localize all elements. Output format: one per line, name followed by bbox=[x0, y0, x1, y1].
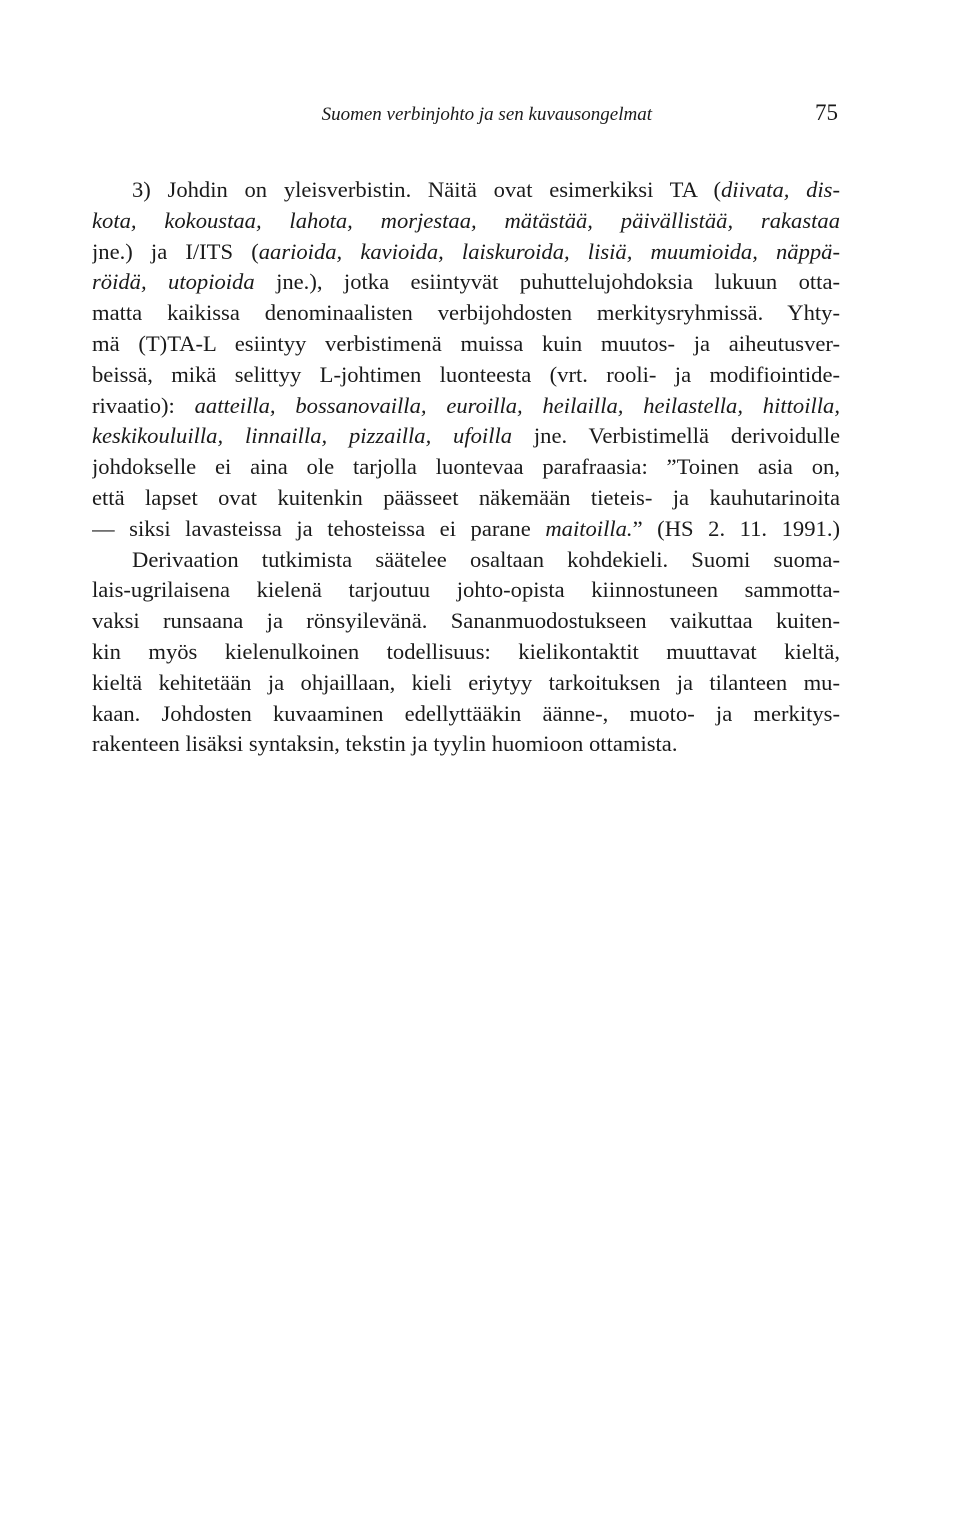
text-line: rakenteen lisäksi syntaksin, tekstin ja tyylin huomioon ottamista. bbox=[92, 731, 678, 757]
text-line: johdokselle ei aina ole tarjolla luontevaa parafraasia: ”Toinen asia on, bbox=[92, 454, 840, 480]
text-line: rivaatio): aatteilla, bossanovailla, euroilla, heilailla, heilastella, hittoilla, bbox=[92, 392, 840, 418]
text-line: matta kaikissa denominaalisten verbijohdosten merkitysryhmissä. Yhty- bbox=[92, 300, 840, 326]
text-line: kin myös kielenulkoinen todellisuus: kielikontaktit muuttavat kieltä, bbox=[92, 638, 840, 664]
text-line: kota, kokoustaa, lahota, morjestaa, mätästää, päivällistää, rakastaa bbox=[92, 207, 840, 233]
running-head-title: Suomen verbinjohto ja sen kuvausongelmat bbox=[321, 104, 652, 125]
text-line: — siksi lavasteissa ja tehosteissa ei parane maitoilla.” (HS 2. 11. 1991.) bbox=[92, 515, 840, 541]
page-number: 75 bbox=[815, 100, 838, 125]
text-line: 3) Johdin on yleisverbistin. Näitä ovat esimerkiksi TA (diivata, dis- bbox=[132, 177, 840, 202]
text-line: jne.) ja I/ITS (aarioida, kavioida, laiskuroida, lisiä, muumioida, näppä- bbox=[92, 238, 840, 264]
text-line: kaan. Johdosten kuvaaminen edellyttääkin äänne-, muoto- ja merkitys- bbox=[92, 700, 840, 726]
text-line: kieltä kehitetään ja ohjaillaan, kieli eriytyy tarkoituksen ja tilanteen mu- bbox=[92, 669, 840, 695]
text-line: vaksi runsaana ja rönsyilevänä. Sananmuodostukseen vaikuttaa kuiten- bbox=[92, 608, 840, 634]
text-line: beissä, mikä selittyy L-johtimen luonteesta (vrt. rooli- ja modifiointide- bbox=[92, 361, 840, 387]
running-head bbox=[92, 100, 840, 130]
book-page bbox=[92, 0, 840, 1535]
text-line: keskikouluilla, linnailla, pizzailla, ufoilla jne. Verbistimellä derivoidulle bbox=[92, 423, 840, 449]
text-line: Derivaation tutkimista säätelee osaltaan kohdekieli. Suomi suoma- bbox=[132, 546, 840, 572]
text-line: mä (T)TA-L esiintyy verbistimenä muissa kuin muutos- ja aiheutusver- bbox=[92, 330, 840, 356]
text-line: röidä, utopioida jne.), jotka esiintyvät puhuttelujohdoksia lukuun otta- bbox=[92, 269, 840, 295]
text-line: lais-ugrilaisena kielenä tarjoutuu johto-opista kiinnostuneen sammotta- bbox=[92, 577, 840, 603]
body-text bbox=[92, 175, 840, 760]
text-line: että lapset ovat kuitenkin päässeet näkemään tieteis- ja kauhutarinoita bbox=[92, 484, 840, 510]
